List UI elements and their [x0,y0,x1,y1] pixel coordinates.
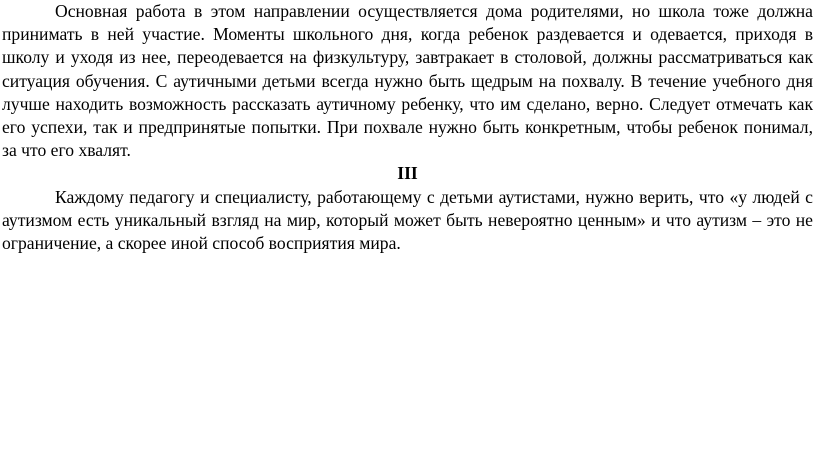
paragraph-main: Основная работа в этом направлении осуществляется дома родителями, но школа тоже должна принимать в ней участие. Моменты школьного дня, когда ребенок раздевается и одевается, приходя в школу и уходя из нее, переодевается на физкультуру, завтракает в столовой, должны рассматриваться как ситуация обучения. С аутичными детьми всегда нужно быть щедрым на похвалу. В течение учебного дня лучше находить возможность рассказать аутичному ребенку, что им сделано, верно. Следует отмечать как его успехи, так и предпринятые попытки. При похвале нужно быть конкретным, чтобы ребенок понимал, за что его хвалят. [2,1,813,161]
paragraph-conclusion: Каждому педагогу и специалисту, работающему с детьми аутистами, нужно верить, что «у людей с аутизмом есть уникальный взгляд на мир, который может быть невероятно ценным» и что аутизм – это не ограничение, а скорее иной способ восприятия мира. [2,186,813,254]
section-heading: III [397,163,418,184]
